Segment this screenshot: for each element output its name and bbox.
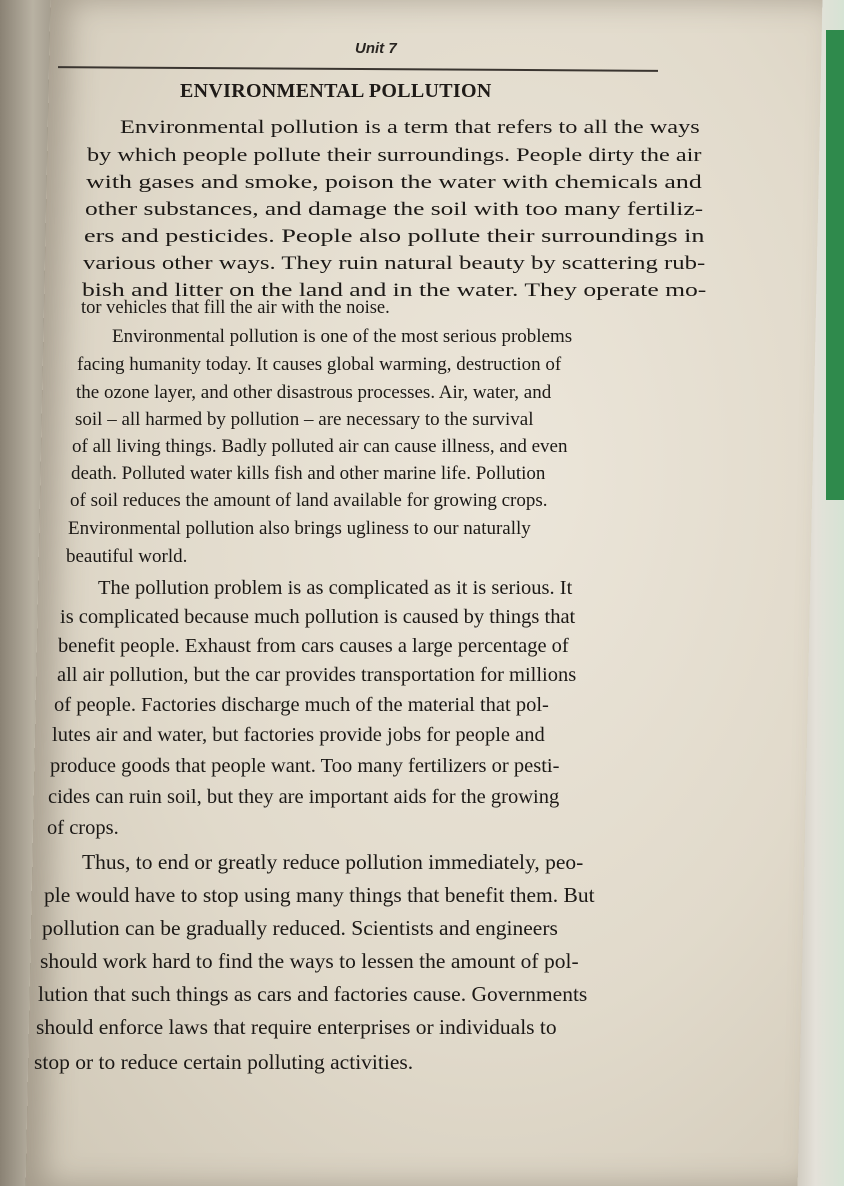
text-line: of soil reduces the amount of land available for growing crops.	[70, 490, 548, 511]
text-line: Environmental pollution is a term that refers to all the ways	[120, 118, 700, 138]
chapter-title: ENVIRONMENTAL POLLUTION	[180, 80, 492, 102]
text-line: lutes air and water, but factories provide jobs for people and	[52, 724, 545, 746]
text-line: soil – all harmed by pollution – are necessary to the survival	[75, 409, 534, 430]
text-line: death. Polluted water kills fish and other marine life. Pollution	[71, 463, 546, 484]
text-line: of people. Factories discharge much of the material that pol-	[54, 694, 549, 716]
text-line: pollution can be gradually reduced. Scientists and engineers	[42, 916, 558, 940]
text-line: ers and pesticides. People also pollute their surroundings in	[84, 227, 705, 247]
text-line: stop or to reduce certain polluting activities.	[34, 1050, 414, 1074]
text-line: the ozone layer, and other disastrous processes. Air, water, and	[76, 382, 552, 403]
text-line: Environmental pollution also brings ugliness to our naturally	[68, 518, 531, 539]
text-line: ple would have to stop using many things that benefit them. But	[44, 883, 595, 907]
text-line: should enforce laws that require enterprises or individuals to	[36, 1015, 557, 1039]
text-line: produce goods that people want. Too many fertilizers or pesti-	[50, 755, 560, 777]
text-line: benefit people. Exhaust from cars causes a large percentage of	[58, 635, 569, 657]
unit-label: Unit 7	[355, 40, 397, 57]
text-line: with gases and smoke, poison the water with chemicals and	[86, 173, 702, 193]
text-line: The pollution problem is as complicated as it is serious. It	[98, 577, 573, 599]
green-book-cover	[826, 30, 844, 500]
text-line: Thus, to end or greatly reduce pollution immediately, peo-	[82, 850, 584, 874]
text-line: all air pollution, but the car provides transportation for millions	[57, 664, 577, 686]
text-line: of all living things. Badly polluted air can cause illness, and even	[72, 436, 568, 457]
text-line: various other ways. They ruin natural beauty by scattering rub-	[83, 254, 706, 274]
text-line: bish and litter on the land and in the water. They operate mo-	[82, 281, 707, 301]
header-rule	[58, 66, 658, 72]
text-line: tor vehicles that fill the air with the noise.	[81, 298, 390, 318]
text-line: other substances, and damage the soil with too many fertiliz-	[85, 200, 704, 220]
text-line: lution that such things as cars and factories cause. Governments	[38, 982, 588, 1006]
text-line: cides can ruin soil, but they are important aids for the growing	[48, 786, 560, 808]
text-line: beautiful world.	[66, 546, 188, 567]
text-line: is complicated because much pollution is caused by things that	[60, 606, 576, 628]
text-line: should work hard to find the ways to lessen the amount of pol-	[40, 949, 579, 973]
text-line: by which people pollute their surroundings. People dirty the air	[87, 146, 702, 166]
text-line: facing humanity today. It causes global warming, destruction of	[77, 354, 562, 375]
text-line: of crops.	[47, 817, 119, 839]
text-line: Environmental pollution is one of the most serious problems	[112, 326, 573, 347]
